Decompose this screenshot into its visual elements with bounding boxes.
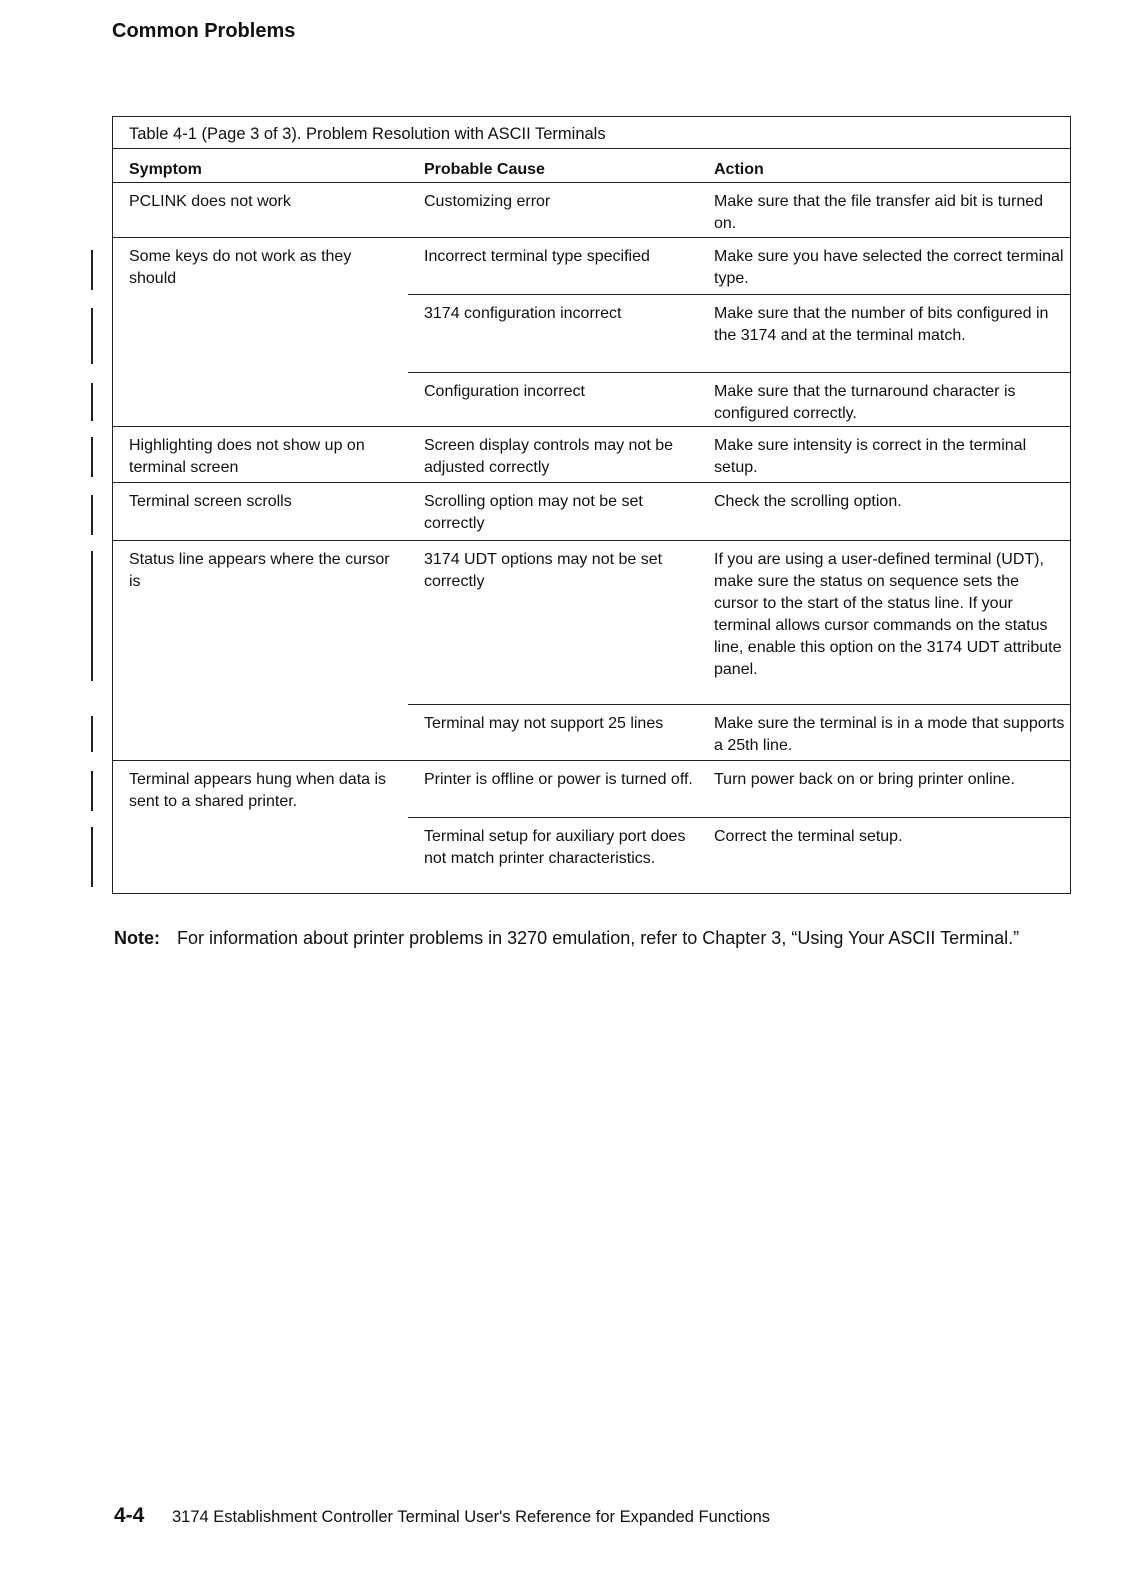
cause-cell: 3174 UDT options may not be set correctly xyxy=(424,551,663,590)
symptom-cell: PCLINK does not work xyxy=(129,193,291,210)
cause-cell: Terminal setup for auxiliary port does not match printer characteristics. xyxy=(424,828,686,867)
revision-bar xyxy=(91,827,93,887)
table-row xyxy=(408,372,1070,426)
table-row xyxy=(408,183,1070,238)
header-probable-cause: Probable Cause xyxy=(424,161,545,178)
action-cell: Check the scrolling option. xyxy=(714,493,902,510)
action-cell: Make sure the terminal is in a mode that supports a 25th line. xyxy=(714,715,1065,754)
table-header-row xyxy=(113,149,1070,183)
table-row xyxy=(408,704,1070,760)
table-row-group xyxy=(113,761,1070,893)
symptom-cell: Some keys do not work as they should xyxy=(129,248,352,287)
table-row-group xyxy=(113,427,1070,483)
table-row xyxy=(408,238,1070,294)
action-cell: Make sure that the number of bits configured in the 3174 and at the terminal match. xyxy=(714,305,1049,344)
revision-bar xyxy=(91,383,93,421)
revision-bar xyxy=(91,250,93,290)
action-cell: Correct the terminal setup. xyxy=(714,828,903,845)
symptom-cell: Terminal screen scrolls xyxy=(129,493,292,510)
cause-cell: Printer is offline or power is turned off. xyxy=(424,771,693,788)
revision-bar xyxy=(91,716,93,752)
header-symptom: Symptom xyxy=(129,161,202,178)
revision-bar xyxy=(91,437,93,477)
table-row xyxy=(408,294,1070,372)
cause-cell: 3174 configuration incorrect xyxy=(424,305,622,322)
problem-resolution-table xyxy=(112,116,1071,894)
cause-cell: Configuration incorrect xyxy=(424,383,585,400)
table-row xyxy=(408,761,1070,817)
cause-cell: Customizing error xyxy=(424,193,551,210)
symptom-cell: Terminal appears hung when data is sent to a shared printer. xyxy=(129,771,387,810)
action-cell: If you are using a user-defined terminal (UDT), make sure the status on sequence sets the cursor to the start of the status line. If your terminal allows cursor commands on the status line, enable this option on the 3174 UDT attribute panel. xyxy=(714,551,1062,678)
note xyxy=(114,926,1054,951)
revision-bar xyxy=(91,308,93,364)
table-row-group xyxy=(113,483,1070,541)
header-action: Action xyxy=(714,161,764,178)
revision-bar xyxy=(91,551,93,681)
symptom-cell: Highlighting does not show up on terminal screen xyxy=(129,437,365,476)
table-row-group xyxy=(113,238,1070,427)
table-row-group xyxy=(113,183,1070,238)
revision-bar xyxy=(91,771,93,811)
symptom-cell: Status line appears where the cursor is xyxy=(129,551,390,590)
action-cell: Make sure that the file transfer aid bit is turned on. xyxy=(714,193,1044,232)
action-cell: Turn power back on or bring printer online. xyxy=(714,771,1015,788)
book-title: 3174 Establishment Controller Terminal User's Reference for Expanded Functions xyxy=(172,1508,771,1526)
table-row xyxy=(408,483,1070,541)
action-cell: Make sure intensity is correct in the terminal setup. xyxy=(714,437,1027,476)
action-cell: Make sure that the turnaround character is configured correctly. xyxy=(714,383,1016,422)
page-number: 4-4 xyxy=(114,1504,145,1527)
table-row xyxy=(408,817,1070,893)
cause-cell: Incorrect terminal type specified xyxy=(424,248,650,265)
cause-cell: Terminal may not support 25 lines xyxy=(424,715,664,732)
page-heading: Common Problems xyxy=(112,20,296,42)
page-footer xyxy=(114,1504,770,1528)
table-caption: Table 4-1 (Page 3 of 3). Problem Resolution with ASCII Terminals xyxy=(113,117,1070,149)
table-row xyxy=(408,541,1070,704)
table-row xyxy=(408,427,1070,483)
revision-bar xyxy=(91,495,93,535)
note-label: Note: xyxy=(114,928,160,948)
note-text: For information about printer problems in 3270 emulation, refer to Chapter 3, “Using Your ASCII Terminal.” xyxy=(177,928,1020,948)
action-cell: Make sure you have selected the correct terminal type. xyxy=(714,248,1064,287)
table-row-group xyxy=(113,541,1070,761)
cause-cell: Screen display controls may not be adjusted correctly xyxy=(424,437,674,476)
cause-cell: Scrolling option may not be set correctly xyxy=(424,493,643,532)
